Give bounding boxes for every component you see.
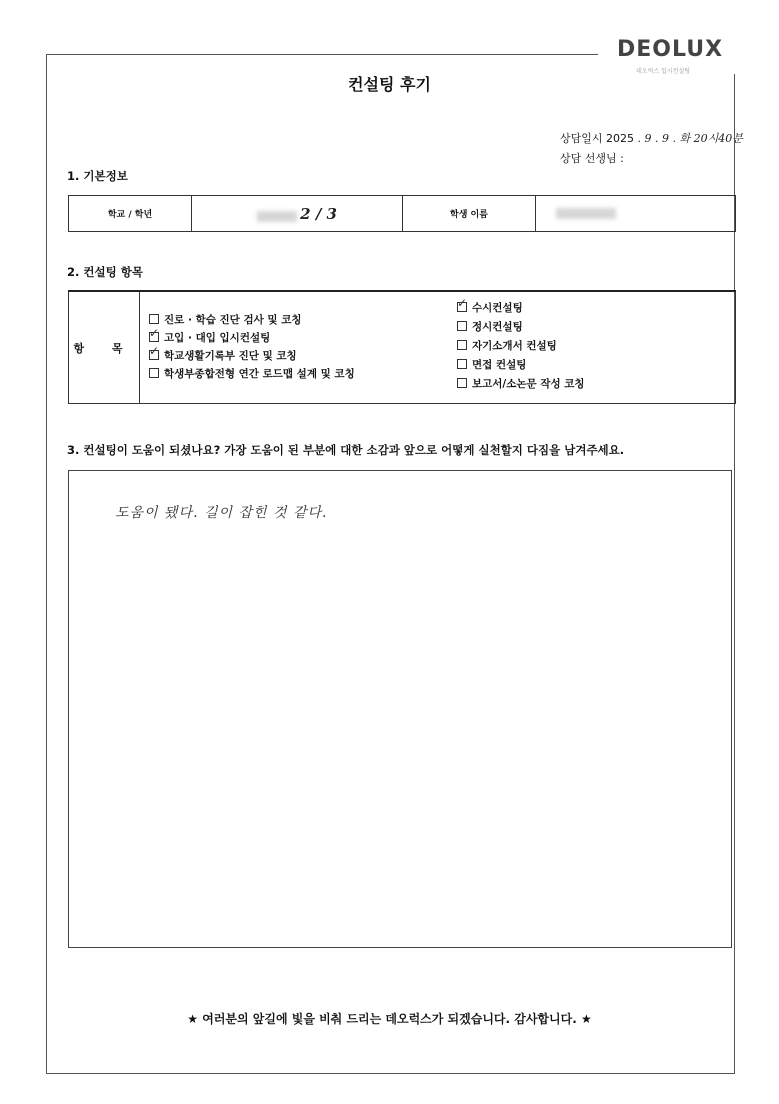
name-value-cell [536,196,736,232]
checkbox-option-label: 고입 · 대입 입시컨설팅 [164,332,271,344]
school-value-cell [192,196,403,232]
consult-teacher-label: 상담 선생님 : [560,152,624,165]
checkbox-checked-icon[interactable] [149,350,159,360]
redacted-name [556,208,616,219]
checkbox-option-label: 학교생활기록부 진단 및 코칭 [164,350,297,362]
checkbox-checked-icon[interactable] [457,302,467,312]
consult-date-handwritten: . 9 . 9 . 화 20시40분 [637,132,743,145]
checkbox-option[interactable] [457,300,523,315]
checkbox-option-label: 정시컨설팅 [472,321,523,333]
consult-date-label: 상담일시 2025 [560,132,634,145]
checkbox-icon[interactable] [149,368,159,378]
section3-heading: 3. 컨설팅이 도움이 되셨나요? 가장 도움이 된 부분에 대한 소감과 앞으로 어떻게 실천할지 다짐을 남겨주세요. [67,443,625,457]
section1-heading: 1. 기본정보 [67,169,128,183]
consult-date [560,130,743,146]
consulting-items-box [68,290,736,404]
checkbox-option[interactable] [149,366,355,381]
checkbox-option-label: 학생부종합전형 연간 로드맵 설계 및 코칭 [164,368,355,380]
redacted-school [257,211,297,222]
checkbox-option-label: 진로 · 학습 진단 검사 및 코칭 [164,314,302,326]
checkbox-option[interactable] [149,312,302,327]
checkbox-option-label: 면접 컨설팅 [472,359,527,371]
checkbox-checked-icon[interactable] [149,332,159,342]
checkbox-icon[interactable] [149,314,159,324]
checkbox-option[interactable] [149,330,270,345]
checkbox-option-label: 수시컨설팅 [472,302,523,314]
checkbox-option[interactable] [149,348,297,363]
checkbox-icon[interactable] [457,378,467,388]
items-row-label: 항 목 [69,292,140,403]
checkbox-icon[interactable] [457,359,467,369]
brand-logo-subtitle: 데오럭스 입시컨설팅 [636,68,691,75]
checkbox-option[interactable] [457,338,557,353]
school-label: 학교 / 학년 [69,196,192,232]
checkbox-option[interactable] [457,319,523,334]
page-title: 컨설팅 후기 [348,75,431,94]
handwritten-response: 도움이 됐다. 길이 잡힌 것 같다. [115,505,328,521]
school-grade-value: 2 / 3 [300,204,337,223]
basic-info-table [68,195,736,232]
checkbox-icon[interactable] [457,321,467,331]
checkbox-option-label: 보고서/소논문 작성 코칭 [472,378,585,390]
checkbox-option[interactable] [457,376,585,391]
checkbox-option-label: 자기소개서 컨설팅 [472,340,557,352]
footer-message: ★ 여러분의 앞길에 빛을 비춰 드리는 데오럭스가 되겠습니다. 감사합니다. ★ [187,1012,592,1026]
section2-heading: 2. 컨설팅 항목 [67,265,143,279]
checkbox-icon[interactable] [457,340,467,350]
checkbox-option[interactable] [457,357,526,372]
brand-logo: DEOLUX [617,37,724,62]
response-box[interactable] [68,470,732,948]
name-label: 학생 이름 [403,196,536,232]
